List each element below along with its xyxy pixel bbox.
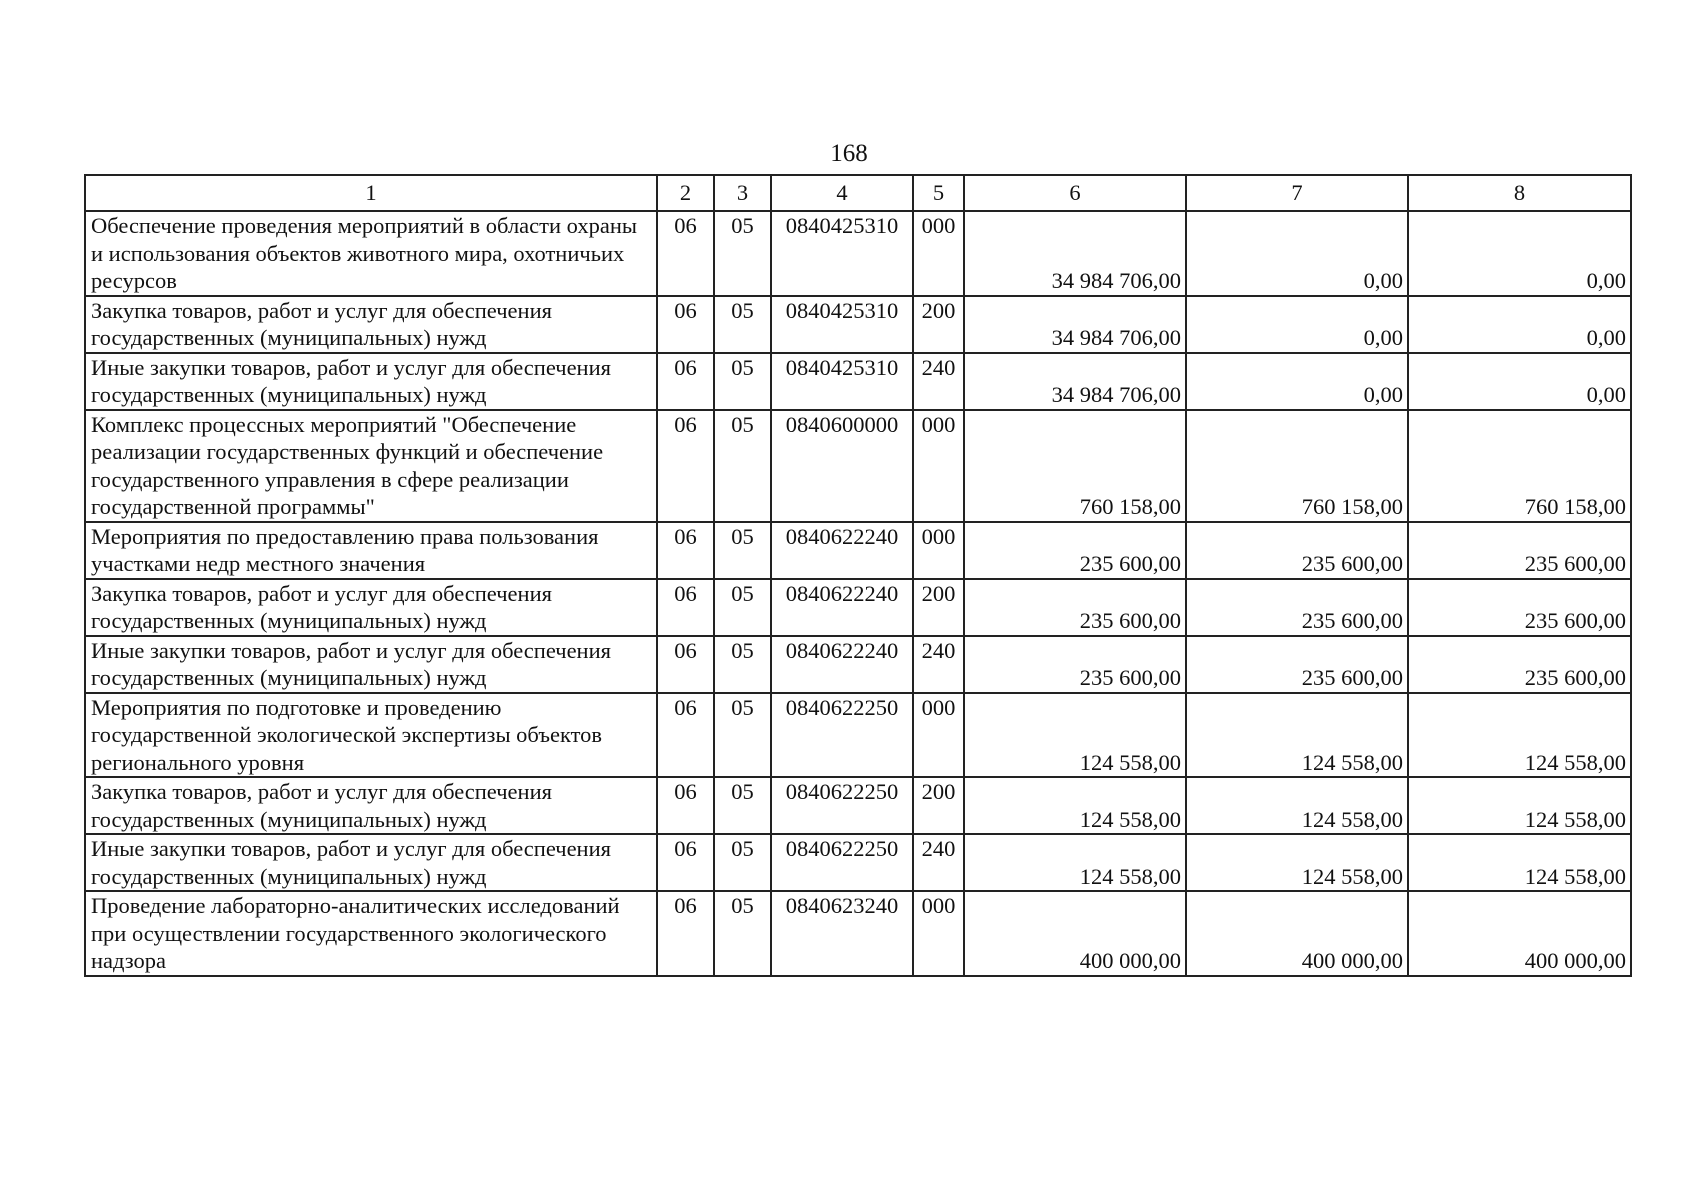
expense-type-code: 000 xyxy=(913,211,964,296)
table-row xyxy=(85,522,1631,579)
expense-type-code: 000 xyxy=(913,410,964,522)
target-article-code: 0840425310 xyxy=(771,211,913,296)
expense-type-code: 000 xyxy=(913,522,964,579)
column-header: 5 xyxy=(913,175,964,211)
row-name: Комплекс процессных мероприятий "Обеспечение реализации государственных функций и обеспечение государственного управления в сфере реализации государственной программы" xyxy=(85,410,657,522)
amount-col-6: 34 984 706,00 xyxy=(964,353,1186,410)
amount-col-8: 124 558,00 xyxy=(1408,777,1631,834)
table-row xyxy=(85,410,1631,522)
amount-col-7: 400 000,00 xyxy=(1186,891,1408,976)
column-header: 2 xyxy=(657,175,714,211)
amount-col-7: 235 600,00 xyxy=(1186,636,1408,693)
row-name: Мероприятия по предоставлению права пользования участками недр местного значения xyxy=(85,522,657,579)
column-header: 3 xyxy=(714,175,771,211)
subsection-code: 05 xyxy=(714,834,771,891)
amount-col-8: 400 000,00 xyxy=(1408,891,1631,976)
target-article-code: 0840622250 xyxy=(771,693,913,778)
subsection-code: 05 xyxy=(714,693,771,778)
section-code: 06 xyxy=(657,579,714,636)
amount-col-7: 124 558,00 xyxy=(1186,693,1408,778)
amount-col-8: 124 558,00 xyxy=(1408,693,1631,778)
row-name: Мероприятия по подготовке и проведению государственной экологической экспертизы объектов регионального уровня xyxy=(85,693,657,778)
section-code: 06 xyxy=(657,211,714,296)
column-header: 1 xyxy=(85,175,657,211)
table-row xyxy=(85,891,1631,976)
section-code: 06 xyxy=(657,834,714,891)
target-article-code: 0840425310 xyxy=(771,296,913,353)
row-name: Иные закупки товаров, работ и услуг для обеспечения государственных (муниципальных) нужд xyxy=(85,834,657,891)
section-code: 06 xyxy=(657,777,714,834)
expense-type-code: 200 xyxy=(913,777,964,834)
amount-col-6: 235 600,00 xyxy=(964,579,1186,636)
amount-col-7: 235 600,00 xyxy=(1186,579,1408,636)
row-name: Закупка товаров, работ и услуг для обеспечения государственных (муниципальных) нужд xyxy=(85,777,657,834)
amount-col-8: 235 600,00 xyxy=(1408,636,1631,693)
amount-col-7: 0,00 xyxy=(1186,296,1408,353)
target-article-code: 0840622250 xyxy=(771,834,913,891)
expense-type-code: 000 xyxy=(913,693,964,778)
table-row xyxy=(85,296,1631,353)
target-article-code: 0840623240 xyxy=(771,891,913,976)
amount-col-6: 124 558,00 xyxy=(964,693,1186,778)
section-code: 06 xyxy=(657,891,714,976)
page-number: 168 xyxy=(830,140,868,167)
subsection-code: 05 xyxy=(714,353,771,410)
subsection-code: 05 xyxy=(714,891,771,976)
amount-col-7: 0,00 xyxy=(1186,211,1408,296)
table-row xyxy=(85,693,1631,778)
column-header: 6 xyxy=(964,175,1186,211)
amount-col-8: 760 158,00 xyxy=(1408,410,1631,522)
target-article-code: 0840622240 xyxy=(771,522,913,579)
amount-col-6: 235 600,00 xyxy=(964,636,1186,693)
amount-col-7: 124 558,00 xyxy=(1186,777,1408,834)
subsection-code: 05 xyxy=(714,777,771,834)
amount-col-6: 124 558,00 xyxy=(964,777,1186,834)
amount-col-7: 124 558,00 xyxy=(1186,834,1408,891)
budget-table xyxy=(84,174,1632,977)
expense-type-code: 240 xyxy=(913,353,964,410)
amount-col-7: 760 158,00 xyxy=(1186,410,1408,522)
target-article-code: 0840622240 xyxy=(771,636,913,693)
subsection-code: 05 xyxy=(714,579,771,636)
subsection-code: 05 xyxy=(714,211,771,296)
column-header: 4 xyxy=(771,175,913,211)
amount-col-8: 0,00 xyxy=(1408,296,1631,353)
section-code: 06 xyxy=(657,353,714,410)
amount-col-6: 124 558,00 xyxy=(964,834,1186,891)
amount-col-8: 235 600,00 xyxy=(1408,522,1631,579)
expense-type-code: 000 xyxy=(913,891,964,976)
table-row xyxy=(85,579,1631,636)
row-name: Закупка товаров, работ и услуг для обеспечения государственных (муниципальных) нужд xyxy=(85,579,657,636)
target-article-code: 0840622250 xyxy=(771,777,913,834)
expense-type-code: 240 xyxy=(913,636,964,693)
subsection-code: 05 xyxy=(714,522,771,579)
column-header: 7 xyxy=(1186,175,1408,211)
amount-col-7: 235 600,00 xyxy=(1186,522,1408,579)
section-code: 06 xyxy=(657,410,714,522)
table-row xyxy=(85,211,1631,296)
amount-col-8: 235 600,00 xyxy=(1408,579,1631,636)
amount-col-6: 34 984 706,00 xyxy=(964,211,1186,296)
section-code: 06 xyxy=(657,636,714,693)
expense-type-code: 240 xyxy=(913,834,964,891)
table-row xyxy=(85,353,1631,410)
subsection-code: 05 xyxy=(714,410,771,522)
amount-col-7: 0,00 xyxy=(1186,353,1408,410)
row-name: Иные закупки товаров, работ и услуг для обеспечения государственных (муниципальных) нужд xyxy=(85,353,657,410)
amount-col-6: 400 000,00 xyxy=(964,891,1186,976)
subsection-code: 05 xyxy=(714,636,771,693)
table-row xyxy=(85,777,1631,834)
row-name: Закупка товаров, работ и услуг для обеспечения государственных (муниципальных) нужд xyxy=(85,296,657,353)
table-row xyxy=(85,636,1631,693)
row-name: Иные закупки товаров, работ и услуг для обеспечения государственных (муниципальных) нужд xyxy=(85,636,657,693)
section-code: 06 xyxy=(657,693,714,778)
section-code: 06 xyxy=(657,522,714,579)
amount-col-8: 0,00 xyxy=(1408,353,1631,410)
amount-col-6: 760 158,00 xyxy=(964,410,1186,522)
target-article-code: 0840600000 xyxy=(771,410,913,522)
amount-col-6: 235 600,00 xyxy=(964,522,1186,579)
header-row xyxy=(85,175,1631,211)
amount-col-8: 0,00 xyxy=(1408,211,1631,296)
column-header: 8 xyxy=(1408,175,1631,211)
amount-col-6: 34 984 706,00 xyxy=(964,296,1186,353)
table-row xyxy=(85,834,1631,891)
target-article-code: 0840425310 xyxy=(771,353,913,410)
amount-col-8: 124 558,00 xyxy=(1408,834,1631,891)
subsection-code: 05 xyxy=(714,296,771,353)
row-name: Обеспечение проведения мероприятий в области охраны и использования объектов животного мира, охотничьих ресурсов xyxy=(85,211,657,296)
target-article-code: 0840622240 xyxy=(771,579,913,636)
expense-type-code: 200 xyxy=(913,579,964,636)
expense-type-code: 200 xyxy=(913,296,964,353)
section-code: 06 xyxy=(657,296,714,353)
row-name: Проведение лабораторно-аналитических исследований при осуществлении государственного экологического надзора xyxy=(85,891,657,976)
